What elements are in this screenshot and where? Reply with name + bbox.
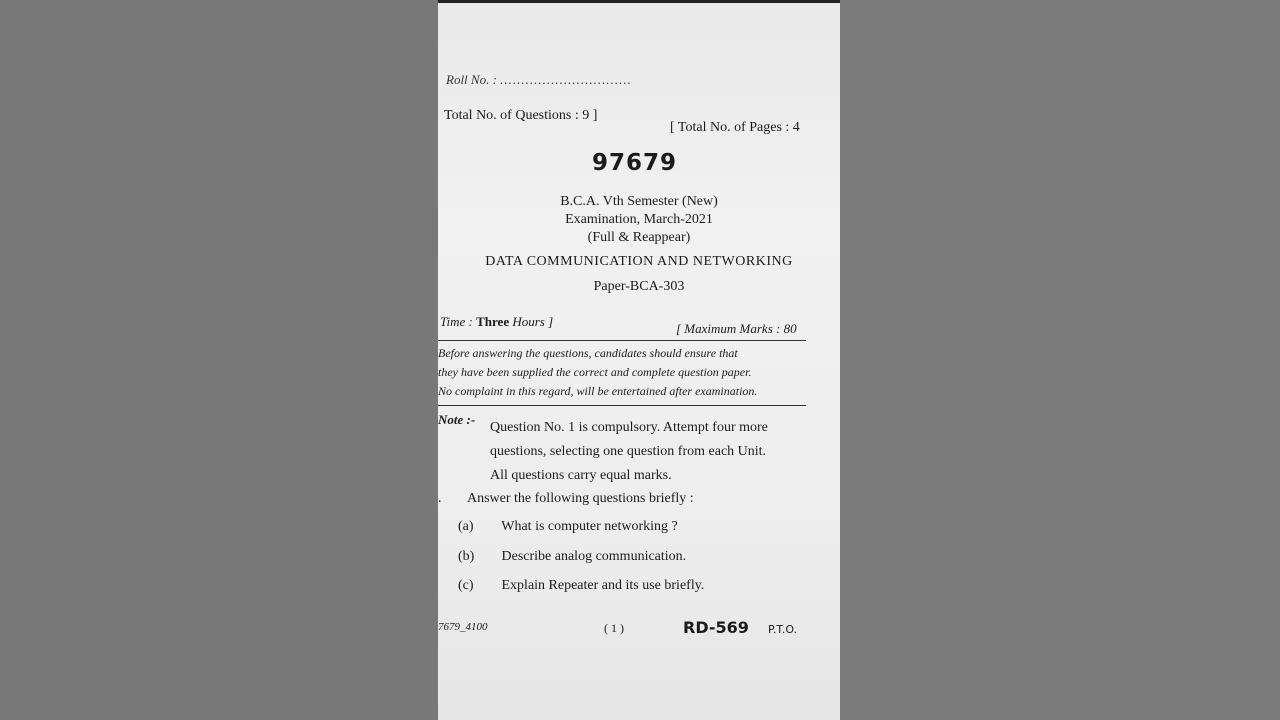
part-text: Describe analog communication.: [501, 549, 687, 564]
background-left: [0, 0, 438, 720]
note-label: Note :-: [438, 412, 476, 427]
semester-line: B.C.A. Vth Semester (New): [560, 194, 718, 209]
note-line: questions, selecting one question from each Unit.: [490, 444, 767, 459]
part-label: (c): [458, 578, 474, 593]
roll-label: Roll No. :: [446, 72, 497, 87]
total-pages: [ Total No. of Pages : 4: [670, 120, 800, 135]
time-value: Three: [476, 314, 510, 329]
time-prefix: Time :: [440, 314, 477, 329]
divider-top: [438, 340, 806, 341]
instruction-line: they have been supplied the correct and complete question paper.: [438, 365, 752, 379]
paper-top-edge: [438, 0, 840, 3]
roll-number-field: [446, 72, 632, 88]
note-line: Question No. 1 is compulsory. Attempt four more: [490, 420, 768, 435]
part-label: (b): [458, 549, 475, 564]
instruction-line: Before answering the questions, candidates should ensure that: [438, 346, 738, 360]
part-text: Explain Repeater and its use briefly.: [501, 578, 705, 593]
question-number: .: [438, 491, 442, 506]
exam-paper: [438, 0, 840, 720]
footer-page-number: ( 1 ): [604, 621, 624, 635]
time-allowed: [440, 314, 553, 330]
part-text: What is computer networking ?: [501, 519, 678, 534]
paper-code: 97679: [592, 150, 678, 176]
time-suffix: Hours ]: [509, 314, 554, 329]
total-questions: Total No. of Questions : 9 ]: [444, 108, 598, 123]
note-line: All questions carry equal marks.: [490, 468, 672, 483]
question-1: [438, 491, 694, 507]
footer-reference: RD-569: [683, 618, 749, 637]
maximum-marks: [ Maximum Marks : 80: [676, 321, 797, 336]
divider-bottom: [438, 405, 806, 406]
part-label: (a): [458, 519, 474, 534]
paper-number: Paper-BCA-303: [593, 279, 685, 294]
footer-code: 7679_4100: [438, 621, 488, 633]
instruction-line: No complaint in this regard, will be entertained after examination.: [438, 384, 758, 398]
question-part-c: [458, 578, 704, 594]
question-text: Answer the following questions briefly :: [467, 491, 694, 506]
exam-line: Examination, March-2021: [565, 212, 713, 227]
background-right: [840, 0, 1280, 720]
instructions-block: [438, 344, 808, 401]
subject-title: DATA COMMUNICATION AND NETWORKING: [485, 254, 793, 269]
question-part-b: [458, 549, 686, 565]
roll-dots: ...............................: [500, 72, 632, 87]
question-part-a: [458, 519, 678, 535]
exam-type-line: (Full & Reappear): [587, 230, 691, 245]
footer-pto: P.T.O.: [768, 623, 798, 636]
note-block: [490, 416, 810, 488]
